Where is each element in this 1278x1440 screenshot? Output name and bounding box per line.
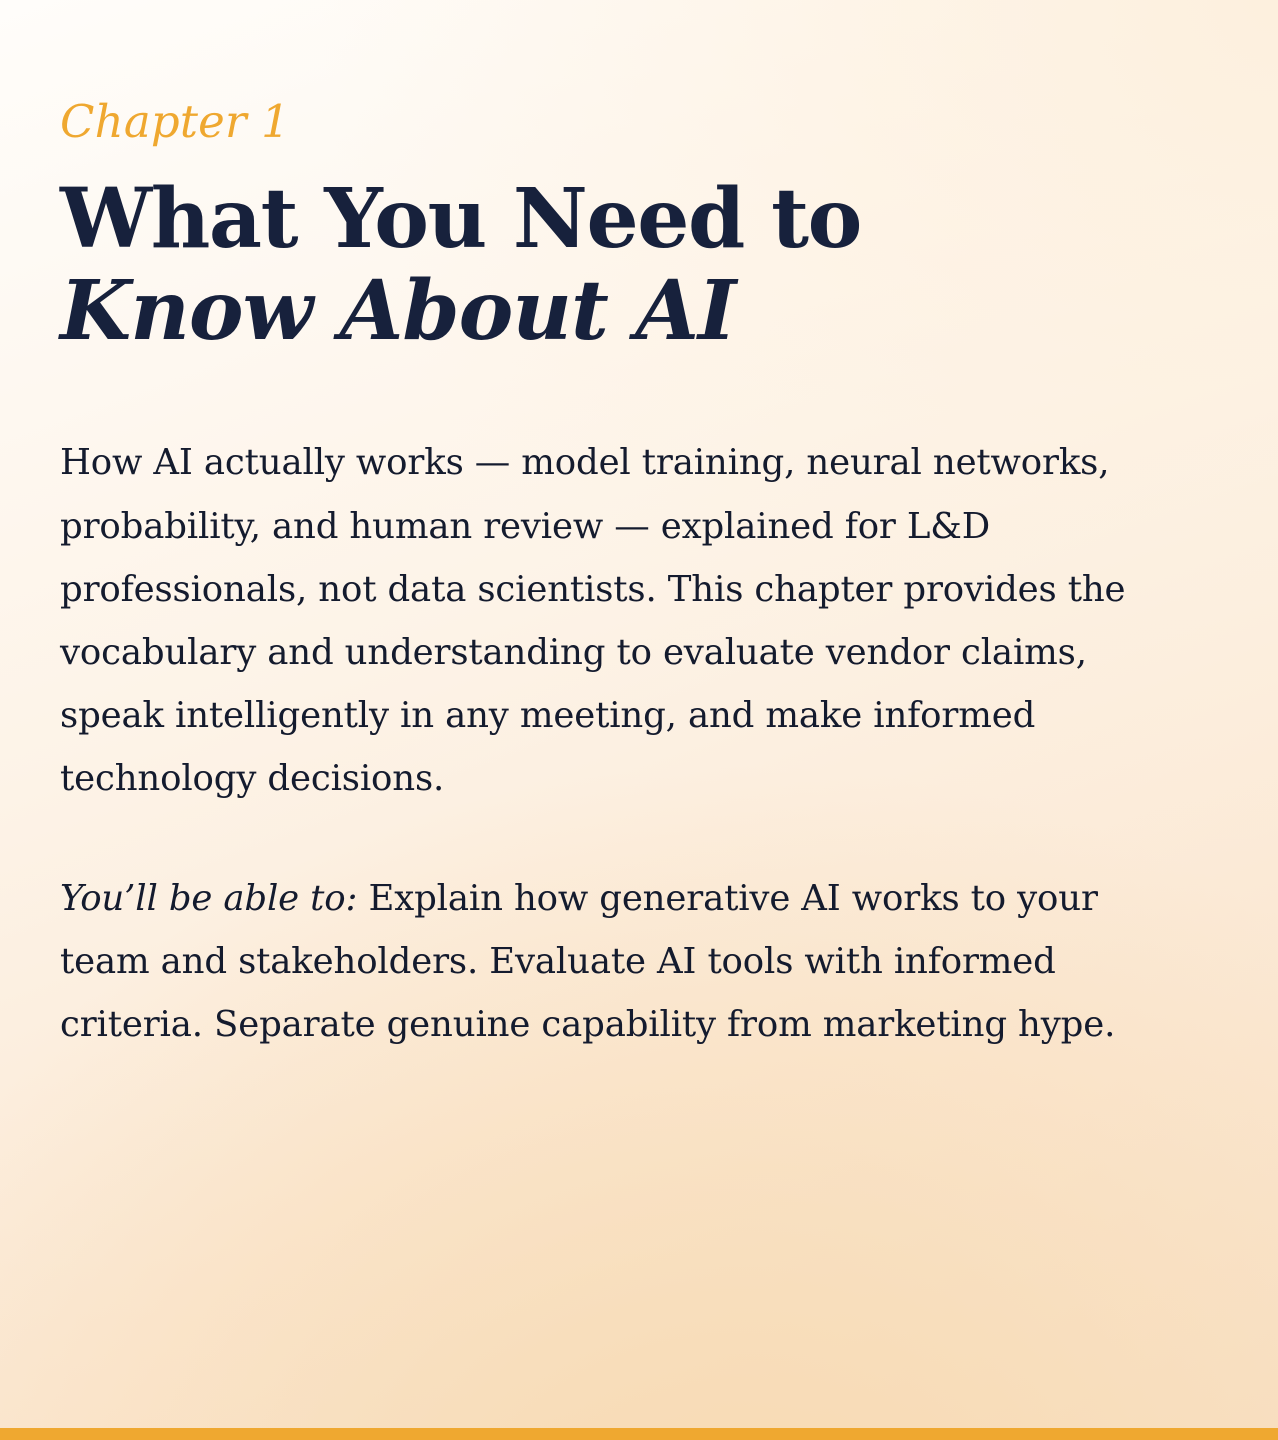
footer-accent-rule (0, 1428, 1278, 1440)
page-title (60, 170, 1195, 359)
chapter-label: Chapter 1 (60, 95, 291, 148)
page-content (60, 96, 1195, 1056)
learning-outcomes-lead-in: You’ll be able to: (60, 877, 358, 919)
page-title-line-1: What You Need to (60, 170, 861, 267)
chapter-description-paragraph: How AI actually works — model training, neural networks, probability, and human review — explained for L&D professionals, not data scientists. This chapter provides the vocabulary and understanding to evaluate vendor claims, speak intelligently in any meeting, and make informed technology decisions. (60, 442, 1126, 800)
learning-outcomes-text: Explain how generative AI works to your team and stakeholders. Evaluate AI tools with informed criteria. Separate genuine capability from marketing hype. (60, 877, 1116, 1045)
page-title-line-2: Know About AI (60, 262, 736, 359)
learning-outcomes-paragraph (60, 867, 1190, 1057)
